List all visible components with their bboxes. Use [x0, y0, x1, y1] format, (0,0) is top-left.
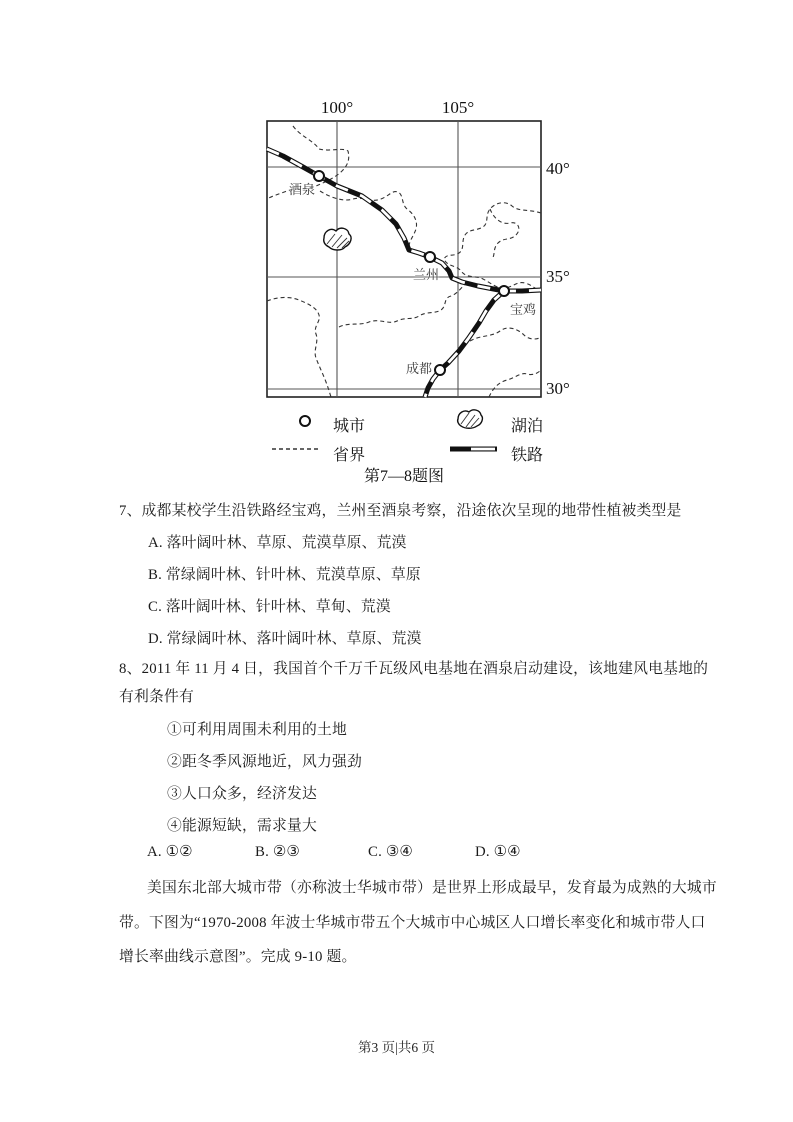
q8-item-1: ①可利用周围未利用的土地	[167, 722, 347, 738]
legend-city-icon	[300, 416, 310, 426]
city-label-jiuquan: 酒泉	[289, 182, 316, 197]
legend-label-city: 城市	[333, 418, 366, 435]
lon-label-100: 100°	[320, 98, 354, 117]
q7-option-a: A. 落叶阔叶林、草原、荒漠草原、荒漠	[148, 535, 407, 551]
province-boundaries	[267, 126, 541, 397]
map-frame	[267, 121, 541, 397]
map-gridlines	[267, 121, 541, 397]
q7-option-b: B. 常绿阔叶林、针叶林、荒漠草原、草原	[148, 567, 421, 583]
q7-option-c: C. 落叶阔叶林、针叶林、草甸、荒漠	[148, 599, 391, 615]
lake-shape	[324, 228, 351, 250]
city-label-lanzhou: 兰州	[413, 267, 440, 282]
page-number: 第3 页|共6 页	[358, 1040, 435, 1055]
lat-label-40: 40°	[546, 159, 570, 178]
q8-stem-line1: 8、2011 年 11 月 4 日，我国首个千万千瓦级风电基地在酒泉启动建设，该地建风电基地的	[119, 661, 709, 677]
q8-item-2: ②距冬季风源地近，风力强劲	[167, 754, 362, 770]
passage-line3: 增长率曲线示意图”。完成 9-10 题。	[119, 949, 357, 965]
q8-stem-line2: 有利条件有	[119, 689, 194, 705]
legend-label-lake: 湖泊	[511, 418, 544, 435]
figure-caption: 第7—8题图	[363, 468, 444, 485]
q8-item-4: ④能源短缺，需求量大	[167, 818, 317, 834]
q8-answer-a: A. ①②	[147, 844, 193, 860]
q8-answer-d: D. ①④	[475, 844, 521, 860]
lon-label-105: 105°	[441, 98, 475, 117]
city-markers	[314, 171, 509, 375]
q8-answer-c: C. ③④	[368, 844, 413, 860]
passage-line1: 美国东北部大城市带（亦称波士华城市带）是世界上形成最早，发育最为成熟的大城市	[147, 880, 717, 896]
lat-label-30: 30°	[546, 379, 570, 398]
legend-label-railway: 铁路	[511, 447, 544, 464]
q8-answer-b: B. ②③	[255, 844, 300, 860]
q7-option-d: D. 常绿阔叶林、落叶阔叶林、草原、荒漠	[148, 631, 422, 647]
legend-lake-icon	[458, 410, 483, 428]
q7-stem: 7、成都某校学生沿铁路经宝鸡，兰州至酒泉考察，沿途依次呈现的地带性植被类型是	[119, 503, 682, 519]
legend-label-boundary: 省界	[333, 447, 366, 464]
city-label-baoji: 宝鸡	[510, 302, 537, 317]
q8-item-3: ③人口众多，经济发达	[167, 786, 317, 802]
lat-label-35: 35°	[546, 267, 570, 286]
city-label-chengdu: 成都	[406, 361, 433, 376]
passage-line2: 带。下图为“1970-2008 年波士华城市带五个大城市中心城区人口增长率变化和城市带人口	[119, 915, 706, 931]
